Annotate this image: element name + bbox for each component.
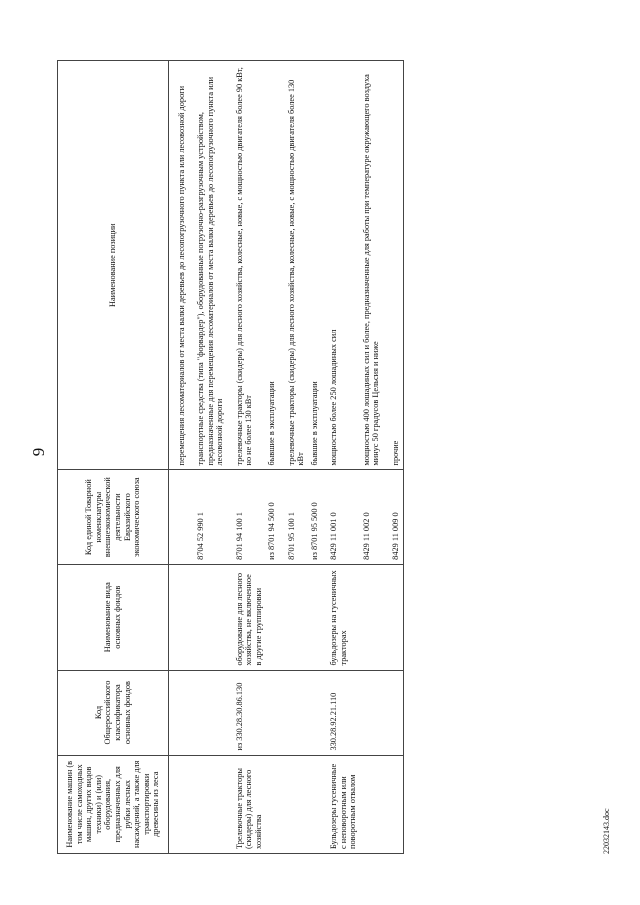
cell-asset-type (389, 564, 403, 670)
cell-position-name: прочие (389, 61, 403, 470)
table-row (389, 61, 403, 854)
cell-machine-name (308, 755, 322, 853)
cell-asset-type: оборудование для лесного хозяйства, не включенное в другие группировки (233, 564, 266, 670)
cell-tnved-code: 8429 11 001 0 (327, 470, 360, 564)
cell-okof-code: из 330.28.30.86.130 (233, 670, 266, 755)
cell-position-name: трелевочные тракторы (скидеры) для лесного хозяйства, колесные, новые, с мощностью двигателя более 130 кВт (285, 61, 308, 470)
cell-position-name: перемещения лесоматериалов от места валки деревьев до лесопогрузочного пункта или лесовозной дороги (175, 61, 189, 470)
table-row (360, 61, 383, 854)
table-row (233, 61, 266, 854)
cell-position-name: мощностью более 250 лошадиных сил (327, 61, 360, 470)
cell-tnved-code: 8701 94 100 1 (233, 470, 266, 564)
cell-position-name: мощностью 400 лошадиных сил и более, предназначенные для работы при температуре окружающего воздуха минус 50 градусов Цельсия и ниже (360, 61, 383, 470)
table-row (308, 61, 322, 854)
cell-okof-code (389, 670, 403, 755)
table-row (285, 61, 308, 854)
cell-machine-name: Бульдозеры гусеничные с неповоротным или поворотным отвалом (327, 755, 360, 853)
cell-okof-code: 330.28.92.21.110 (327, 670, 360, 755)
machinery-table (57, 60, 404, 854)
table-row (265, 61, 279, 854)
cell-asset-type (175, 564, 189, 670)
header-tnved-code: Код единой Товарной номенклатуры внешнеэкономической деятельности Евразийского экономического союза (58, 470, 169, 564)
header-position-name: Наименование позиции (58, 61, 169, 470)
cell-tnved-code (175, 470, 189, 564)
cell-machine-name (194, 755, 227, 853)
page-number: 9 (29, 447, 48, 457)
cell-machine-name (175, 755, 189, 853)
cell-okof-code (175, 670, 189, 755)
cell-asset-type (265, 564, 279, 670)
cell-okof-code (360, 670, 383, 755)
cell-okof-code (285, 670, 308, 755)
cell-asset-type: бульдозеры на гусеничных тракторах (327, 564, 360, 670)
cell-tnved-code: 8429 11 002 0 (360, 470, 383, 564)
table-header-row (58, 61, 169, 854)
cell-machine-name (265, 755, 279, 853)
cell-position-name: трелевочные тракторы (скидеры) для лесного хозяйства, колесные, новые, с мощностью двигателя более 90 кВт, но не более 130 кВт (233, 61, 266, 470)
cell-tnved-code: 8704 52 990 1 (194, 470, 227, 564)
header-machine-name: Наименование машин (в том числе самоходных машин, других видов техники) и (или) оборудования, предназначенных для рубки лесных насаждений, а также для транспортировки древесины из леса (58, 755, 169, 853)
cell-machine-name (360, 755, 383, 853)
cell-machine-name: Трелевочные тракторы (скидеры) для лесного хозяйства (233, 755, 266, 853)
cell-position-name: бывшие в эксплуатации (308, 61, 322, 470)
cell-okof-code (308, 670, 322, 755)
cell-tnved-code: из 8701 94 500 0 (265, 470, 279, 564)
cell-machine-name (389, 755, 403, 853)
cell-asset-type (194, 564, 227, 670)
table-row (175, 61, 189, 854)
rotated-document-page (25, 42, 615, 862)
table-row (327, 61, 360, 854)
header-asset-type: Наименование вида основных фондов (58, 564, 169, 670)
header-okof-code: Код Общероссийского классификатора основных фондов (58, 670, 169, 755)
footer-document-code: 22032143.doc (602, 808, 611, 854)
cell-tnved-code: 8701 95 100 1 (285, 470, 308, 564)
cell-position-name: бывшие в эксплуатации (265, 61, 279, 470)
cell-okof-code (265, 670, 279, 755)
cell-asset-type (360, 564, 383, 670)
cell-tnved-code: из 8701 95 500 0 (308, 470, 322, 564)
cell-machine-name (285, 755, 308, 853)
cell-position-name: транспортные средства (типа "форвардер"), оборудованные погрузочно-разгрузочным устройством, предназначенные для перемещения лесоматериалов от места валки деревьев до лесопогрузочного пункта или лесовозной дороги (194, 61, 227, 470)
cell-asset-type (285, 564, 308, 670)
cell-okof-code (194, 670, 227, 755)
cell-tnved-code: 8429 11 009 0 (389, 470, 403, 564)
cell-asset-type (308, 564, 322, 670)
table-row (194, 61, 227, 854)
